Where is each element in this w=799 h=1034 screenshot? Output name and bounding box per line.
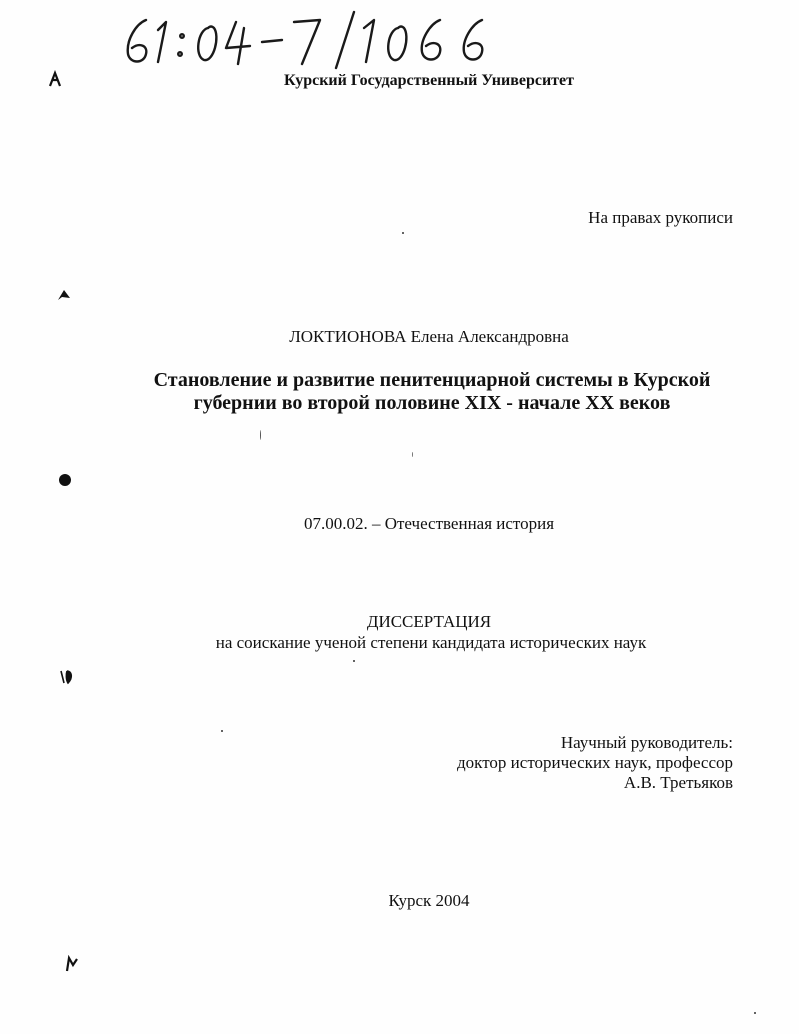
- document-type: ДИССЕРТАЦИЯ: [366, 612, 492, 631]
- scan-speck: [353, 660, 355, 662]
- supervisor-label: Научный руководитель:: [560, 733, 733, 752]
- scan-speck: [402, 232, 404, 234]
- scan-speck: [754, 1012, 756, 1014]
- binding-mark-3: [57, 472, 73, 488]
- city-and-year: Курск 2004: [388, 891, 470, 910]
- supervisor-name: А.В. Третьяков: [623, 773, 733, 792]
- scan-speck: [260, 430, 261, 440]
- manuscript-rights-note: На правах рукописи: [588, 208, 733, 227]
- dissertation-title-line-1: Становление и развитие пенитенциарной системы в Курской: [153, 369, 711, 391]
- university-name: Курский Государственный Университет: [283, 72, 574, 89]
- binding-mark-top: [46, 70, 64, 88]
- scan-speck: [221, 730, 223, 732]
- binding-mark-2: [56, 288, 72, 302]
- binding-mark-bottom: [64, 955, 80, 973]
- degree-purpose: на соискание ученой степени кандидата исторических наук: [215, 633, 647, 652]
- supervisor-degree: доктор исторических наук, профессор: [457, 753, 733, 772]
- specialty-code: 07.00.02. – Отечественная история: [303, 514, 555, 533]
- dissertation-title-line-2: губернии во второй половине XIX - начале XX веков: [193, 392, 671, 414]
- scan-speck: [412, 452, 413, 457]
- handwritten-catalog-number: [118, 6, 498, 72]
- binding-mark-4: [58, 668, 76, 686]
- author-name: ЛОКТИОНОВА Елена Александровна: [289, 327, 569, 346]
